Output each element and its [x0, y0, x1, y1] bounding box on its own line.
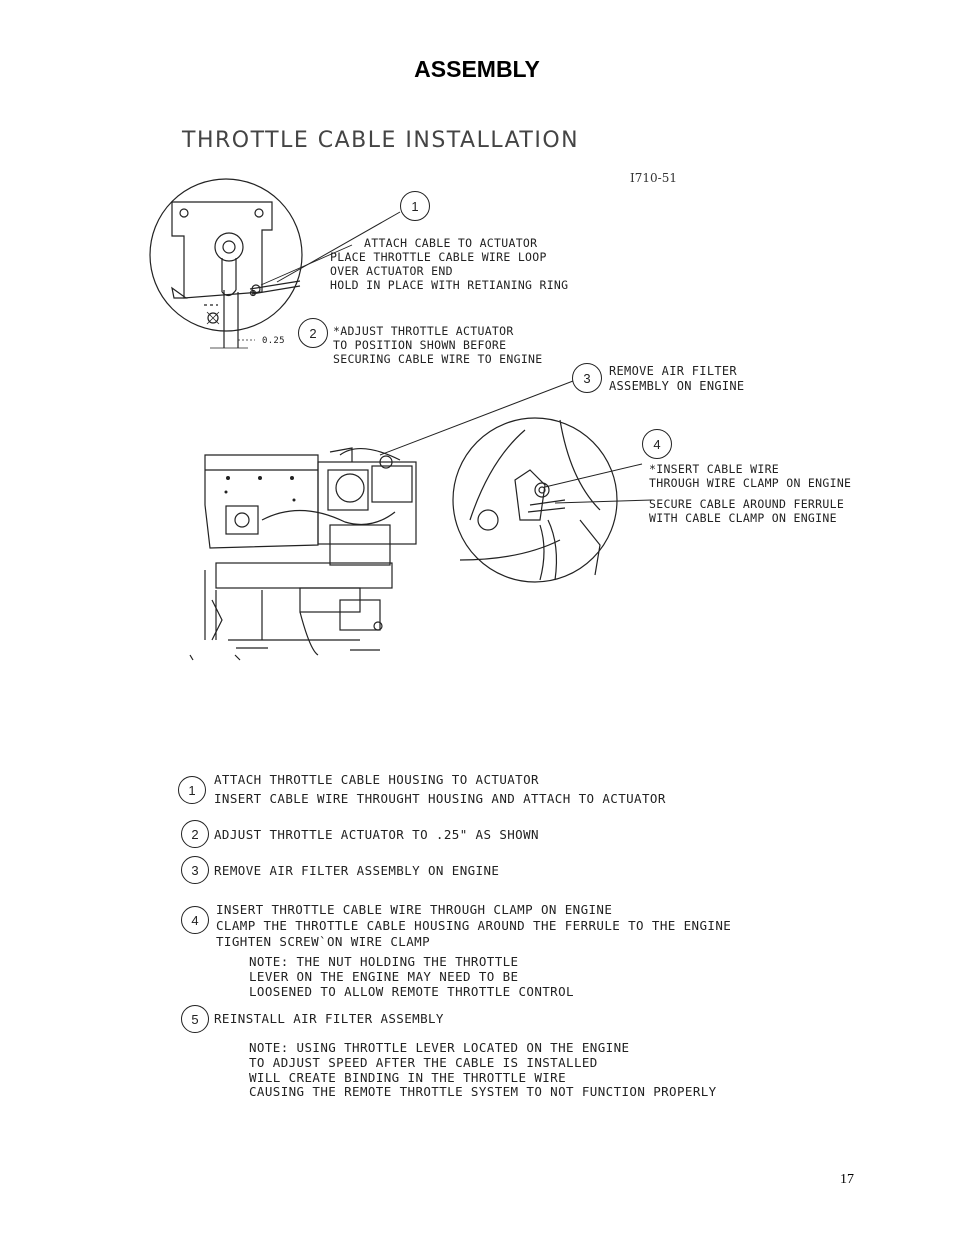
callout-2-text: *ADJUST THROTTLE ACTUATOR TO POSITION SHOWN BEFORE SECURING CABLE WIRE TO ENGINE [333, 324, 543, 366]
step-bubble-5: 5 [181, 1005, 209, 1033]
engine-detail-view [453, 418, 617, 582]
callout-bubble-2: 2 [298, 318, 328, 348]
step-2: ADJUST THROTTLE ACTUATOR TO .25" AS SHOWN [214, 827, 539, 842]
callout-5-text: SECURE CABLE AROUND FERRULE WITH CABLE CLAMP ON ENGINE [649, 497, 845, 525]
dimension-label: 0.25 [262, 336, 285, 346]
callout-bubble-1: 1 [400, 191, 430, 221]
step-bubble-3: 3 [181, 856, 209, 884]
step-1: ATTACH THROTTLE CABLE HOUSING TO ACTUATOR INSERT CABLE WIRE THROUGHT HOUSING AND ATTACH TO ACTUATOR [214, 772, 666, 806]
figure-id: I710-51 [630, 171, 677, 185]
diagram-title: THROTTLE CABLE INSTALLATION [182, 128, 580, 153]
step-5: REINSTALL AIR FILTER ASSEMBLY [214, 1011, 444, 1026]
callout-3-text: REMOVE AIR FILTER ASSEMBLY ON ENGINE [609, 364, 745, 393]
callout-4-text: *INSERT CABLE WIRE THROUGH WIRE CLAMP ON ENGINE [649, 462, 852, 490]
page-heading: ASSEMBLY [414, 56, 540, 82]
step-bubble-2: 2 [181, 820, 209, 848]
step-bubble-1: 1 [178, 776, 206, 804]
note-2: NOTE: USING THROTTLE LEVER LOCATED ON THE ENGINE TO ADJUST SPEED AFTER THE CABLE IS INSTALLED WILL CREATE BINDING IN THE THROTTLE WIRE CAUSING THE REMOTE THROTTLE SYSTEM TO NOT FUNCTION PROPERLY [249, 1040, 717, 1100]
callout-bubble-4: 4 [642, 429, 672, 459]
actuator-detail-view [150, 179, 302, 348]
page-number: 17 [840, 1172, 854, 1187]
machine-assembly [190, 448, 416, 660]
step-3: REMOVE AIR FILTER ASSEMBLY ON ENGINE [214, 863, 500, 878]
step-bubble-4: 4 [181, 906, 209, 934]
callout-1-text: ATTACH CABLE TO ACTUATOR PLACE THROTTLE CABLE WIRE LOOP OVER ACTUATOR END HOLD IN PLACE WITH RETIANING RING [330, 236, 569, 292]
note-1: NOTE: THE NUT HOLDING THE THROTTLE LEVER ON THE ENGINE MAY NEED TO BE LOOSENED TO ALLOW REMOTE THROTTLE CONTROL [249, 954, 574, 999]
callout-bubble-3: 3 [572, 363, 602, 393]
step-4: INSERT THROTTLE CABLE WIRE THROUGH CLAMP ON ENGINE CLAMP THE THROTTLE CABLE HOUSING AROUND THE FERRULE TO THE ENGINE TIGHTEN SCREW`ON WIRE CLAMP [216, 902, 732, 949]
